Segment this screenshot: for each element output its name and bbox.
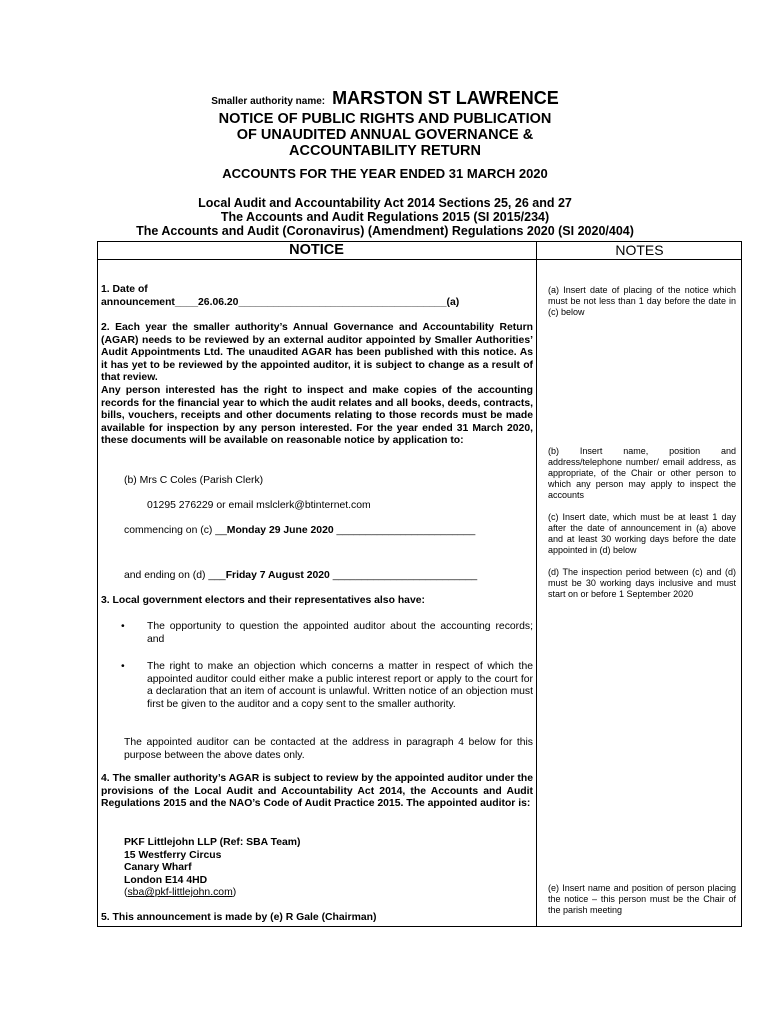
auditor-name: PKF Littlejohn LLP (Ref: SBA Team) <box>124 837 301 848</box>
title-line-3: ACCOUNTABILITY RETURN <box>289 143 481 159</box>
act-line-2: The Accounts and Audit Regulations 2015 (SI 2015/234) <box>220 210 550 224</box>
act-line-1: Local Audit and Accountability Act 2014 Sections 25, 26 and 27 <box>198 196 572 210</box>
auditor-address-2: Canary Wharf <box>124 862 192 873</box>
note-d: (d) The inspection period between (c) and (d) must be 30 working days inclusive and must start on or before 1 September 2020 <box>548 567 736 599</box>
note-a: (a) Insert date of placing of the notice which must be not less than 1 day before the date in (c) below <box>548 285 736 317</box>
notice-column-heading: NOTICE <box>289 242 344 258</box>
auditor-address-3: London E14 4HD <box>124 875 208 886</box>
bullet-marker: • <box>121 621 125 632</box>
contact-details: 01295 276229 or email mslclerk@btinternet.com <box>147 500 371 511</box>
accounts-year: ACCOUNTS FOR THE YEAR ENDED 31 MARCH 2020 <box>222 166 548 181</box>
ending-date-line <box>124 570 477 583</box>
announcement-date: announcement____26.06.20____________________________________(a) <box>101 297 460 308</box>
ending-prefix: and ending on (d) ___ <box>124 570 226 581</box>
email-open-paren: ( <box>124 887 128 898</box>
column-divider <box>536 241 537 927</box>
commencing-date: Monday 29 June 2020 <box>226 525 334 536</box>
act-line-3: The Accounts and Audit (Coronavirus) (Amendment) Regulations 2020 (SI 2020/404) <box>136 224 634 238</box>
bullet-question-auditor: The opportunity to question the appointed auditor about the accounting records; and <box>147 621 533 645</box>
commencing-date-line <box>124 525 475 538</box>
bullet-marker: • <box>121 661 125 672</box>
section-3-heading: 3. Local government electors and their representatives also have: <box>101 595 425 606</box>
ending-date: Friday 7 August 2020 <box>225 570 330 581</box>
note-e: (e) Insert name and position of person placing the notice – this person must be the Chair of the parish meeting <box>548 883 736 915</box>
section-1-label: 1. Date of <box>101 284 148 295</box>
note-b: (b) Insert name, position and address/telephone number/ email address, as appropriate, of the Chair or other person to which any person may apply to inspect the accounts <box>548 446 736 500</box>
section-5-text: 5. This announcement is made by (e) R Gale (Chairman) <box>101 912 377 923</box>
note-c: (c) Insert date, which must be at least 1 day after the date of announcement in (a) above and at least 30 working days before the date appointed in (d) below <box>548 512 736 555</box>
authority-name-line <box>0 88 770 109</box>
contact-name: (b) Mrs C Coles (Parish Clerk) <box>124 475 264 486</box>
auditor-email-link[interactable]: sba@pkf-littlejohn.com <box>127 887 233 898</box>
auditor-address-1: 15 Westferry Circus <box>124 850 222 861</box>
notes-column-heading: NOTES <box>615 242 664 258</box>
section-4-text: 4. The smaller authority’s AGAR is subject to review by the appointed auditor under the provisions of the Local Audit and Accountability Act 2014, the Accounts and Audit Regulations 2015 and the NAO’s Code of Audit Practice 2015. The appointed auditor is: <box>101 773 533 809</box>
title-line-2: OF UNAUDITED ANNUAL GOVERNANCE & <box>236 127 534 143</box>
authority-name: MARSTON ST LAWRENCE <box>332 88 559 108</box>
ending-suffix: _________________________ <box>329 570 478 581</box>
commencing-prefix: commencing on (c) __ <box>124 525 227 536</box>
commencing-suffix: ________________________ <box>333 525 476 536</box>
title-line-1: NOTICE OF PUBLIC RIGHTS AND PUBLICATION <box>218 111 552 127</box>
auditor-email-line <box>124 887 236 900</box>
section-2-inspection-rights: Any person interested has the right to inspect and make copies of the accounting records for the financial year to which the audit relates and all books, deeds, contracts, bills, vouchers, receipts and other documents relating to those records must be made available for inspection by any person interested. For the year ended 31 March 2020, these documents will be available on reasonable notice by application to: <box>101 385 533 446</box>
email-close-paren: ) <box>232 887 237 898</box>
header-divider <box>97 259 742 260</box>
authority-label: Smaller authority name: <box>211 96 326 107</box>
auditor-contact-info: The appointed auditor can be contacted at the address in paragraph 4 below for this purpose between the above dates only. <box>124 737 533 761</box>
section-2-paragraph: 2. Each year the smaller authority’s Annual Governance and Accountability Return (AGAR) needs to be reviewed by an external auditor appointed by Smaller Authorities’ Audit Appointments Ltd. The unaudited AGAR has been published with this notice. As it has yet to be reviewed by the appointed auditor, it is subject to change as a result of that review. <box>101 322 533 383</box>
bullet-objection: The right to make an objection which concerns a matter in respect of which the appointed auditor could either make a public interest report or apply to the court for a declaration that an item of account is unlawful. Written notice of an objection must first be given to the auditor and a copy sent to the smaller authority. <box>147 661 533 710</box>
